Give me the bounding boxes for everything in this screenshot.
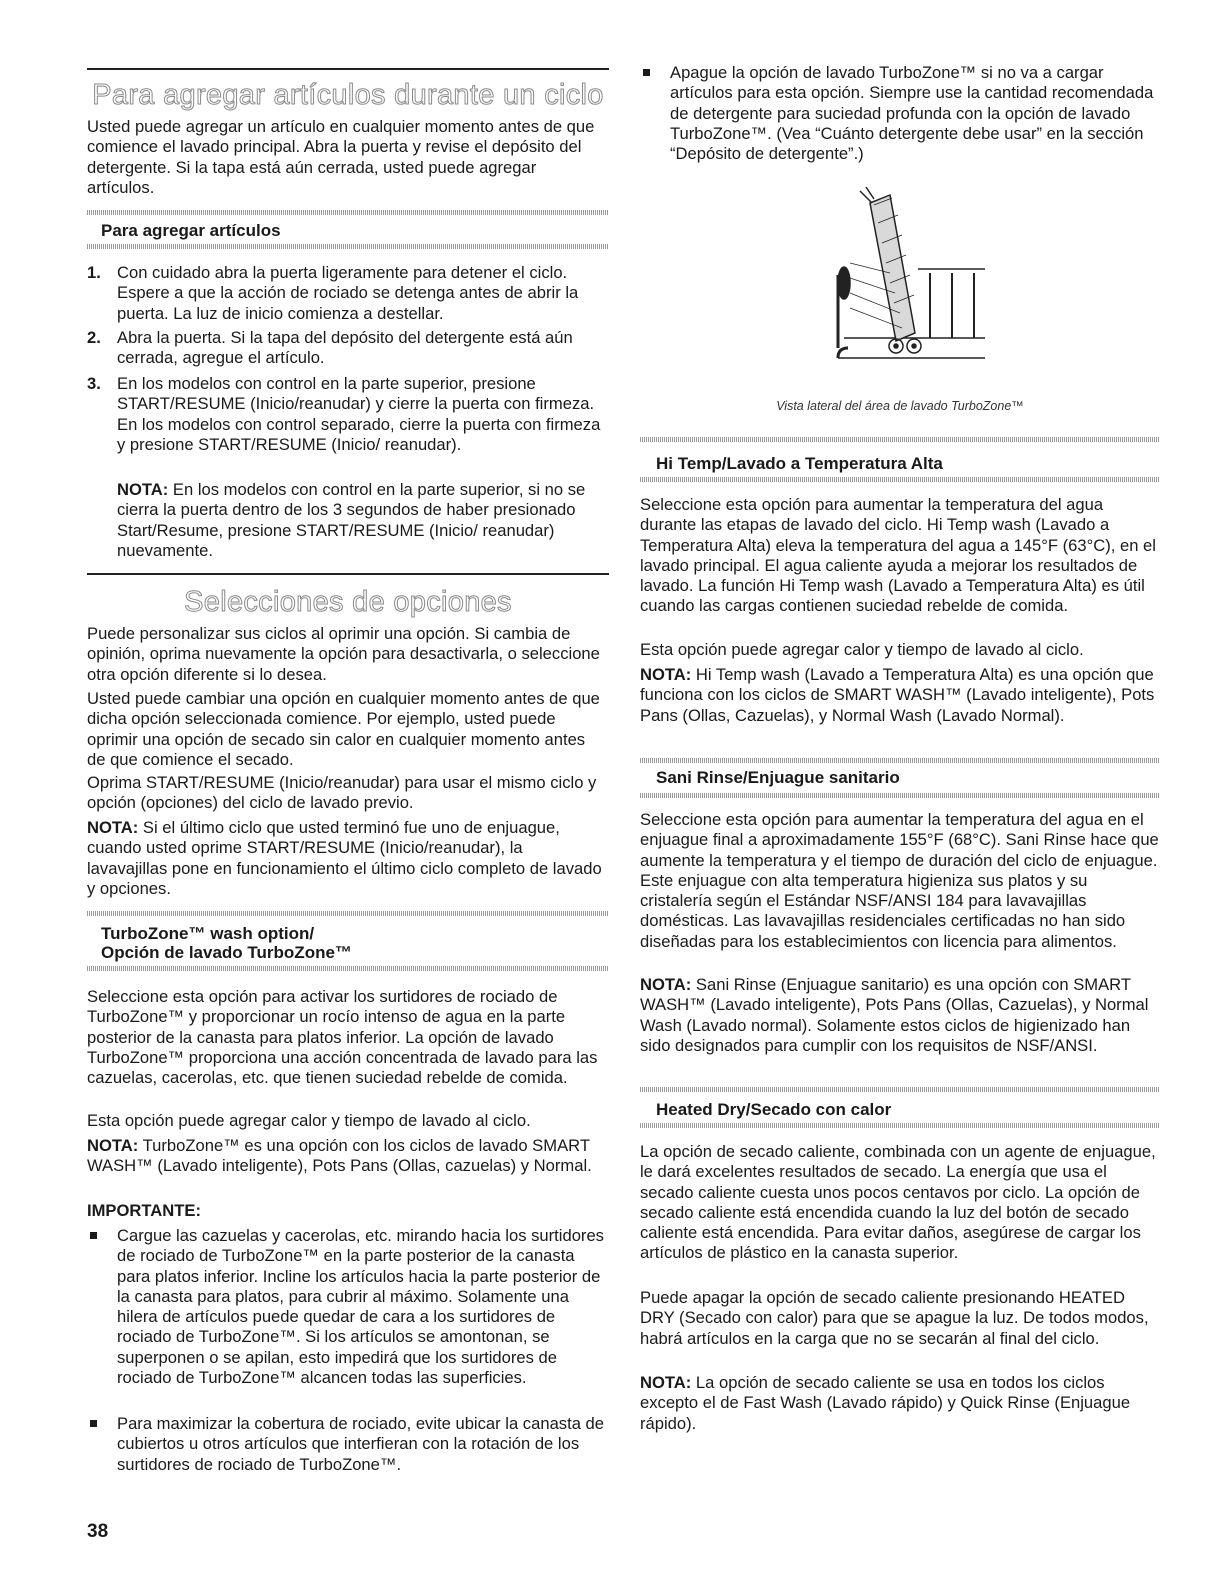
step-text: En los modelos con control en la parte superior, presione START/RESUME (Inicio/reanudar) y cierre la puerta con firmeza. En los modelos con control separado, cierre la puerta con firmeza y presione START/RESUME (Inicio/ reanudar).	[117, 374, 601, 454]
subsection-title: Sani Rinse/Enjuague sanitario	[656, 768, 900, 787]
note-paragraph	[640, 975, 1160, 1056]
paragraph: Usted puede cambiar una opción en cualquier momento antes de que dicha opción seleccionada comience. Por ejemplo, usted puede oprimir una opción de secado sin calor en cualquier momento antes de que comience el secado.	[87, 689, 600, 769]
dotted-divider	[87, 966, 609, 971]
note-label: NOTA:	[640, 975, 692, 994]
list-item	[87, 263, 607, 324]
note-text: Sani Rinse (Enjuague sanitario) es una opción con SMART WASH™ (Lavado inteligente), Pots Pans (Ollas, Cazuelas), y Normal Wash (Lavado normal). Solamente estos ciclos de higienizado han sido designados para cumplir con los requisitos de NSF/ANSI.	[640, 975, 1149, 1055]
note-text: Si el último ciclo que usted terminó fue uno de enjuague, cuando usted oprime START/RESUME (Inicio/reanudar), la lavavajillas pone en funcionamiento el último ciclo completo de lavado y opciones.	[87, 818, 602, 898]
step-number: 1.	[87, 263, 101, 282]
subsection-title: Heated Dry/Secado con calor	[656, 1100, 892, 1119]
note-paragraph	[87, 818, 607, 899]
dotted-divider	[640, 477, 1160, 482]
section-rule	[87, 68, 609, 70]
note-label: NOTA:	[640, 1373, 692, 1392]
paragraph: Puede personalizar sus ciclos al oprimir una opción. Si cambia de opinión, oprima nuevamente la opción para desactivarla, o seleccione otra opción diferente si lo desea.	[87, 624, 600, 684]
figure-caption: Vista lateral del área de lavado TurboZone™	[776, 399, 1024, 413]
dotted-divider	[87, 210, 609, 215]
subsection-title: Hi Temp/Lavado a Temperatura Alta	[656, 454, 943, 473]
step-number: 3.	[87, 374, 101, 393]
section-rule	[87, 573, 609, 575]
list-item	[87, 1226, 607, 1388]
dotted-divider	[640, 437, 1160, 442]
note-text: TurboZone™ es una opción con los ciclos de lavado SMART WASH™ (Lavado inteligente), Pots Pans (Ollas, cazuelas) y Normal.	[87, 1136, 592, 1176]
page-number: 38	[87, 1521, 109, 1542]
list-item	[87, 328, 607, 369]
note-paragraph	[117, 480, 607, 561]
paragraph: Esta opción puede agregar calor y tiempo de lavado al ciclo.	[87, 1111, 531, 1130]
bullet-square-icon	[643, 69, 650, 76]
note-label: NOTA:	[87, 818, 139, 837]
bullet-text: Para maximizar la cobertura de rociado, evite ubicar la canasta de cubiertos u otros artículos que interfieran con la rotación de los surtidores de rociado de TurboZone™.	[117, 1414, 604, 1474]
note-text: En los modelos con control en la parte superior, si no se cierra la puerta dentro de los 3 segundos de haber presionado Start/Resume, presione START/RESUME (Inicio/ reanudar) nuevamente.	[117, 480, 586, 560]
paragraph: La opción de secado caliente, combinada con un agente de enjuague, le dará excelentes resultados de secado. La energía que usa el secado caliente cuesta unos pocos centavos por ciclo. La opción de secado caliente está encendida cuando la luz del botón de secado caliente está encendida. Para evitar daños, asegúrese de cargar los artículos de plástico en la canasta superior.	[640, 1142, 1156, 1263]
note-text: Hi Temp wash (Lavado a Temperatura Alta) es una opción que funciona con los ciclos de SMART WASH™ (Lavado inteligente), Pots Pans (Ollas, Cazuelas), y Normal Wash (Lavado Normal).	[640, 665, 1155, 725]
note-paragraph	[87, 1136, 607, 1177]
list-item	[640, 63, 1160, 164]
note-label: NOTA:	[640, 665, 692, 684]
note-paragraph	[640, 1373, 1160, 1434]
section-title: Para agregar artículos durante un ciclo	[92, 79, 604, 111]
turbozone-side-view-illustration	[830, 183, 1000, 373]
important-label: IMPORTANTE:	[87, 1201, 201, 1220]
paragraph: Seleccione esta opción para aumentar la temperatura del agua en el enjuague final a aproximadamente 155°F (68°C). Sani Rinse hace que aumente la temperatura y el tiempo de duración del ciclo de enjuague. Este enjuague con alta temperatura higieniza sus platos y su cristalería según el Estándar NSF/ANSI 184 para lavavajillas domésticas. Las lavavajillas residenciales certificadas no han sido diseñadas para los establecimientos con licencia para alimentos.	[640, 810, 1159, 951]
subsection-title: Opción de lavado TurboZone™	[101, 943, 352, 962]
dotted-divider	[640, 1087, 1160, 1092]
note-paragraph	[640, 665, 1160, 726]
paragraph: Seleccione esta opción para activar los surtidores de rociado de TurboZone™ y proporcionar un rocío intenso de agua en la parte posterior de la canasta para platos inferior. La opción de lavado TurboZone™ proporciona una acción concentrada de lavado para las cazuelas, cacerolas, etc. que tienen suciedad rebelde de comida.	[87, 987, 598, 1088]
subsection-title: Para agregar artículos	[101, 221, 281, 240]
bullet-square-icon	[90, 1232, 97, 1239]
paragraph: Esta opción puede agregar calor y tiempo de lavado al ciclo.	[640, 640, 1084, 659]
list-item	[87, 374, 607, 455]
dotted-divider	[640, 1123, 1160, 1128]
bullet-text: Cargue las cazuelas y cacerolas, etc. mirando hacia los surtidores de rociado de TurboZone™ en la parte posterior de la canasta para platos inferior. Incline los artículos hacia la parte posterior de la canasta para platos, para cubrir al máximo. Solamente una hilera de artículos puede quedar de cara a los surtidores de rociado de TurboZone™. Si los artículos se amontonan, se superponen o se apilan, esto impedirá que los surtidores de rociado de TurboZone™ alcancen todas las superficies.	[117, 1226, 604, 1388]
intro-paragraph: Usted puede agregar un artículo en cualquier momento antes de que comience el lavado principal. Abra la puerta y revise el depósito del detergente. Si la tapa está aún cerrada, usted puede agregar artículos.	[87, 117, 595, 197]
list-item	[87, 1414, 607, 1475]
note-label: NOTA:	[117, 480, 169, 499]
note-label: NOTA:	[87, 1136, 139, 1155]
note-text: La opción de secado caliente se usa en todos los ciclos excepto el de Fast Wash (Lavado rápido) y Quick Rinse (Enjuague rápido).	[640, 1373, 1131, 1433]
step-text: Con cuidado abra la puerta ligeramente para detener el ciclo. Espere a que la acción de rociado se detenga antes de abrir la puerta. La luz de inicio comienza a destellar.	[117, 263, 579, 323]
dotted-divider	[640, 793, 1160, 798]
subsection-title: TurboZone™ wash option/	[101, 924, 315, 943]
step-number: 2.	[87, 328, 101, 347]
paragraph: Seleccione esta opción para aumentar la temperatura del agua durante las etapas de lavado del ciclo. Hi Temp wash (Lavado a Temperatura Alta) eleva la temperatura del agua a 145°F (63°C), en el lavado principal. El agua caliente ayuda a mejorar los resultados de lavado. La función Hi Temp wash (Lavado a Temperatura Alta) es útil cuando las cargas contienen suciedad rebelde de comida.	[640, 495, 1156, 616]
paragraph: Oprima START/RESUME (Inicio/reanudar) para usar el mismo ciclo y opción (opciones) del ciclo de lavado previo.	[87, 773, 597, 813]
step-text: Abra la puerta. Si la tapa del depósito del detergente está aún cerrada, agregue el artículo.	[117, 328, 573, 368]
bullet-square-icon	[90, 1420, 97, 1427]
dotted-divider	[87, 244, 609, 249]
dotted-divider	[640, 758, 1160, 763]
bullet-text: Apague la opción de lavado TurboZone™ si no va a cargar artículos para esta opción. Siempre use la cantidad recomendada de detergente para suciedad profunda con la opción de lavado TurboZone™. (Vea “Cuánto detergente debe usar” en la sección “Depósito de detergente”.)	[670, 63, 1154, 164]
dotted-divider	[87, 911, 609, 916]
paragraph: Puede apagar la opción de secado caliente presionando HEATED DRY (Secado con calor) para que se apague la luz. De todos modos, habrá artículos en la carga que no se secarán al final del ciclo.	[640, 1288, 1149, 1348]
section-title: Selecciones de opciones	[184, 586, 512, 618]
